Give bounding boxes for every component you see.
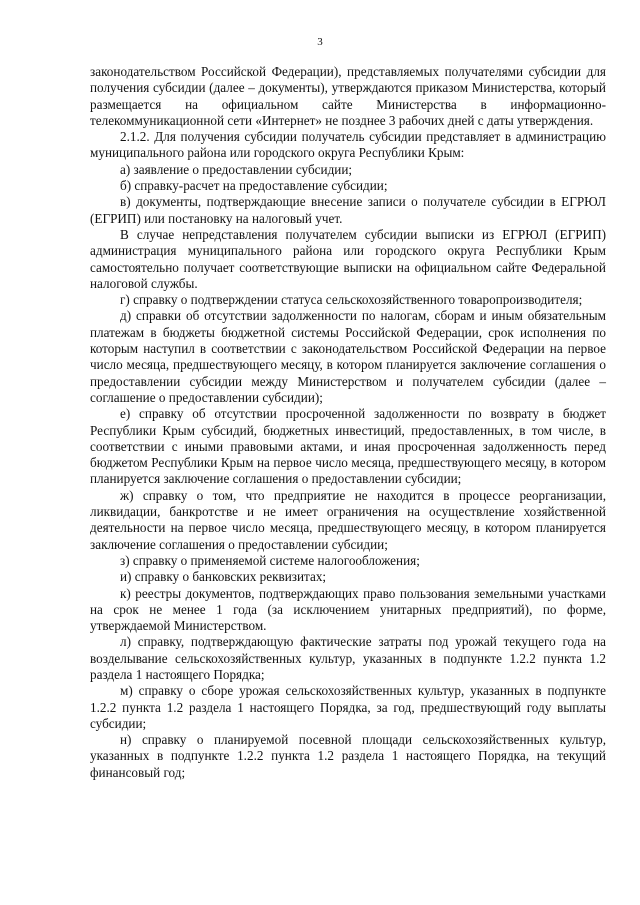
paragraph: г) справку о подтверждении статуса сельскохозяйственного товаропроизводителя;: [120, 292, 583, 308]
paragraph: з) справку о применяемой системе налогообложения;: [120, 552, 420, 568]
paragraph: в) документы, подтверждающие внесение записи о получателе субсидии в ЕГРЮЛ (ЕГРИП) или постановку на налоговый учет.: [90, 194, 606, 226]
paragraph: н) справку о планируемой посевной площади сельскохозяйственных культур, указанных в подпункте 1.2.2 пункта 1.2 раздела 1 настоящего Порядка, на текущий финансовый год;: [90, 732, 606, 780]
paragraph: 2.1.2. Для получения субсидии получатель субсидии представляет в администрацию муниципального района или городского округа Республики Крым:: [90, 129, 606, 161]
paragraph: б) справку-расчет на предоставление субсидии;: [120, 178, 388, 194]
paragraph: е) справку об отсутствии просроченной задолженности по возврату в бюджет Республики Крым субсидий, бюджетных инвестиций, предоставленных, в том числе, в соответствии с иными правовыми актами, и иная просроченная задолженность перед бюджетом Республики Крым на первое число месяца, предшествующего месяцу, в котором планируется заключение соглашения о предоставлении субсидии;: [90, 406, 606, 487]
paragraph: законодательством Российской Федерации), представляемых получателями субсидии для получения субсидии (далее – документы), утверждаются приказом Министерства, который размещается на официальном сайте Министерства в информационно-телекоммуникационной сети «Интернет» не позднее 3 рабочих дней с даты утверждения.: [90, 64, 606, 128]
paragraph: ж) справку о том, что предприятие не находится в процессе реорганизации, ликвидации, банкротстве и не имеет ограничения на осуществление хозяйственной деятельности на первое число месяца, предшествующего месяцу, в котором планируется заключение соглашения о предоставлении субсидии;: [90, 487, 606, 552]
paragraph: д) справки об отсутствии задолженности по налогам, сборам и иным обязательным платежам в бюджеты бюджетной системы Российской Федерации, срок исполнения по которым наступил в соответствии с законодательством Российской Федерации на первое число месяца, предшествующего месяцу, в котором планируется заключение соглашения о предоставлении субсидии между Министерством и получателем субсидии (далее – соглашение о предоставлении субсидии);: [90, 308, 606, 405]
paragraph: л) справку, подтверждающую фактические затраты под урожай текущего года на возделывание сельскохозяйственных культур, указанных в подпункте 1.2.2 пункта 1.2 раздела 1 настоящего Порядка;: [90, 634, 606, 682]
paragraph: а) заявление о предоставлении субсидии;: [120, 161, 353, 177]
paragraph: и) справку о банковских реквизитах;: [120, 569, 327, 585]
document-body: [90, 64, 606, 781]
page-number: 3: [317, 36, 323, 48]
paragraph: В случае непредставления получателем субсидии выписки из ЕГРЮЛ (ЕГРИП) администрация муниципального района или городского округа Республики Крым самостоятельно получает соответствующие выписки на официальном сайте Федеральной налоговой службы.: [90, 226, 606, 291]
paragraph: м) справку о сборе урожая сельскохозяйственных культур, указанных в подпункте 1.2.2 пункта 1.2 раздела 1 настоящего Порядка, за год, предшествующий году выплаты субсидии;: [90, 683, 606, 731]
paragraph: к) реестры документов, подтверждающих право пользования земельными участками на срок не менее 1 года (за исключением унитарных предприятий), по форме, утверждаемой Министерством.: [90, 585, 606, 634]
